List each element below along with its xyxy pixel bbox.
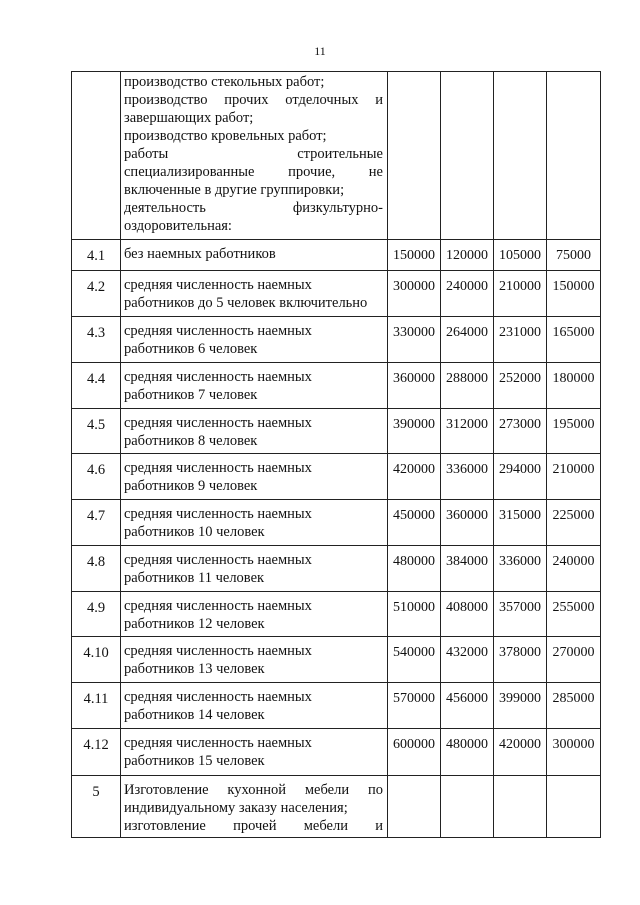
description-line: завершающих работ;: [124, 110, 254, 126]
table-row: [72, 637, 601, 683]
value-cell: 285000: [547, 683, 601, 729]
description-line: работников 13 человек: [124, 661, 265, 677]
value-cell: 255000: [547, 592, 601, 637]
description-line: включенные в другие группировки;: [124, 182, 345, 198]
activity-description: [121, 72, 388, 240]
description-line: работников 9 человек: [124, 478, 258, 494]
value-cell: 264000: [441, 317, 494, 363]
value-cell: 540000: [388, 637, 441, 683]
value-cell: 420000: [388, 454, 441, 500]
value-cell: 150000: [388, 240, 441, 271]
description-line: работников 7 человек: [124, 387, 258, 403]
value-cell: 390000: [388, 409, 441, 454]
value-cell: 210000: [494, 271, 547, 317]
value-cell: 105000: [494, 240, 547, 271]
description-line: производство стекольных работ;: [124, 74, 325, 90]
description-line: работников 12 человек: [124, 616, 265, 632]
row-number-cell: [72, 72, 121, 240]
description-line: средняя численность наемных: [124, 506, 312, 522]
activity-description: [121, 317, 388, 363]
value-cell: 165000: [547, 317, 601, 363]
value-cell: 600000: [388, 729, 441, 776]
activity-description: [121, 454, 388, 500]
description-line: работы строительные: [124, 146, 383, 162]
table-row: [72, 454, 601, 500]
value-cell: 399000: [494, 683, 547, 729]
table-row-continuation: [72, 72, 601, 240]
value-cell: [547, 776, 601, 838]
description-line: работников 8 человек: [124, 433, 258, 449]
value-cell: [441, 72, 494, 240]
description-line: работников 11 человек: [124, 570, 265, 586]
value-cell: 312000: [441, 409, 494, 454]
description-line: средняя численность наемных: [124, 415, 312, 431]
description-line: производство прочих отделочных и: [124, 92, 383, 108]
description-line: средняя численность наемных: [124, 643, 312, 659]
description-line: деятельность физкультурно-: [124, 200, 383, 216]
value-cell: 480000: [388, 546, 441, 592]
table-row: [72, 317, 601, 363]
description-line: средняя численность наемных: [124, 689, 312, 705]
description-line: Изготовление кухонной мебели по: [124, 782, 383, 798]
description-line: средняя численность наемных: [124, 460, 312, 476]
table-row: [72, 729, 601, 776]
value-cell: 120000: [441, 240, 494, 271]
value-cell: 360000: [388, 363, 441, 409]
table-row: [72, 409, 601, 454]
value-cell: 195000: [547, 409, 601, 454]
value-cell: 357000: [494, 592, 547, 637]
description-line: без наемных работников: [124, 246, 276, 262]
value-cell: [494, 72, 547, 240]
description-line: работников 15 человек: [124, 753, 265, 769]
table-row: [72, 271, 601, 317]
value-cell: 300000: [388, 271, 441, 317]
description-line: оздоровительная:: [124, 218, 232, 234]
value-cell: [547, 72, 601, 240]
description-line: работников 14 человек: [124, 707, 265, 723]
row-number: 4.6: [72, 454, 121, 500]
description-line: работников 6 человек: [124, 341, 258, 357]
value-cell: [494, 776, 547, 838]
activity-description: [121, 409, 388, 454]
row-number: 4.3: [72, 317, 121, 363]
table-row: [72, 592, 601, 637]
activity-description: [121, 776, 388, 838]
description-line: работников 10 человек: [124, 524, 265, 540]
value-cell: 225000: [547, 500, 601, 546]
value-cell: 510000: [388, 592, 441, 637]
value-cell: 75000: [547, 240, 601, 271]
description-line: специализированные прочие, не: [124, 164, 383, 180]
activity-description: [121, 500, 388, 546]
value-cell: 408000: [441, 592, 494, 637]
table-row: [72, 363, 601, 409]
description-line: средняя численность наемных: [124, 735, 312, 751]
value-cell: 360000: [441, 500, 494, 546]
value-cell: [388, 72, 441, 240]
value-cell: 384000: [441, 546, 494, 592]
value-cell: 180000: [547, 363, 601, 409]
value-cell: 270000: [547, 637, 601, 683]
value-cell: [388, 776, 441, 838]
value-cell: 336000: [441, 454, 494, 500]
value-cell: 273000: [494, 409, 547, 454]
activity-description: [121, 546, 388, 592]
value-cell: 288000: [441, 363, 494, 409]
value-cell: 450000: [388, 500, 441, 546]
value-cell: 432000: [441, 637, 494, 683]
description-line: производство кровельных работ;: [124, 128, 327, 144]
row-number: 4.8: [72, 546, 121, 592]
row-number: 4.1: [72, 240, 121, 271]
activity-description: [121, 683, 388, 729]
value-cell: 210000: [547, 454, 601, 500]
activity-description: [121, 637, 388, 683]
value-cell: 240000: [441, 271, 494, 317]
value-cell: 231000: [494, 317, 547, 363]
value-cell: 300000: [547, 729, 601, 776]
row-number: 4.2: [72, 271, 121, 317]
value-cell: 480000: [441, 729, 494, 776]
row-number: 4.9: [72, 592, 121, 637]
row-number: 4.11: [72, 683, 121, 729]
description-line: работников до 5 человек включительно: [124, 295, 368, 311]
activity-description: [121, 363, 388, 409]
description-line: средняя численность наемных: [124, 552, 312, 568]
value-cell: 240000: [547, 546, 601, 592]
description-line: средняя численность наемных: [124, 598, 312, 614]
row-number: 4.5: [72, 409, 121, 454]
value-cell: 150000: [547, 271, 601, 317]
row-number: 4.7: [72, 500, 121, 546]
row-number: 4.10: [72, 637, 121, 683]
value-cell: 420000: [494, 729, 547, 776]
value-cell: 456000: [441, 683, 494, 729]
table-row: [72, 683, 601, 729]
row-number: 4.4: [72, 363, 121, 409]
activity-description: [121, 729, 388, 776]
activity-description: [121, 271, 388, 317]
table-row-section-5: [72, 776, 601, 838]
activity-description: [121, 240, 388, 271]
description-line: индивидуальному заказу населения;: [124, 800, 348, 816]
activity-description: [121, 592, 388, 637]
value-cell: 315000: [494, 500, 547, 546]
value-cell: 294000: [494, 454, 547, 500]
value-cell: 570000: [388, 683, 441, 729]
description-line: средняя численность наемных: [124, 277, 312, 293]
page-number: 11: [314, 44, 326, 58]
value-cell: 336000: [494, 546, 547, 592]
value-cell: [441, 776, 494, 838]
tariff-table: [71, 71, 601, 838]
value-cell: 330000: [388, 317, 441, 363]
table-row: [72, 240, 601, 271]
table-row: [72, 546, 601, 592]
row-number: 4.12: [72, 729, 121, 776]
value-cell: 378000: [494, 637, 547, 683]
table-row: [72, 500, 601, 546]
description-line: изготовление прочей мебели и: [124, 818, 383, 834]
description-line: средняя численность наемных: [124, 369, 312, 385]
row-number: 5: [72, 776, 121, 838]
description-line: средняя численность наемных: [124, 323, 312, 339]
value-cell: 252000: [494, 363, 547, 409]
